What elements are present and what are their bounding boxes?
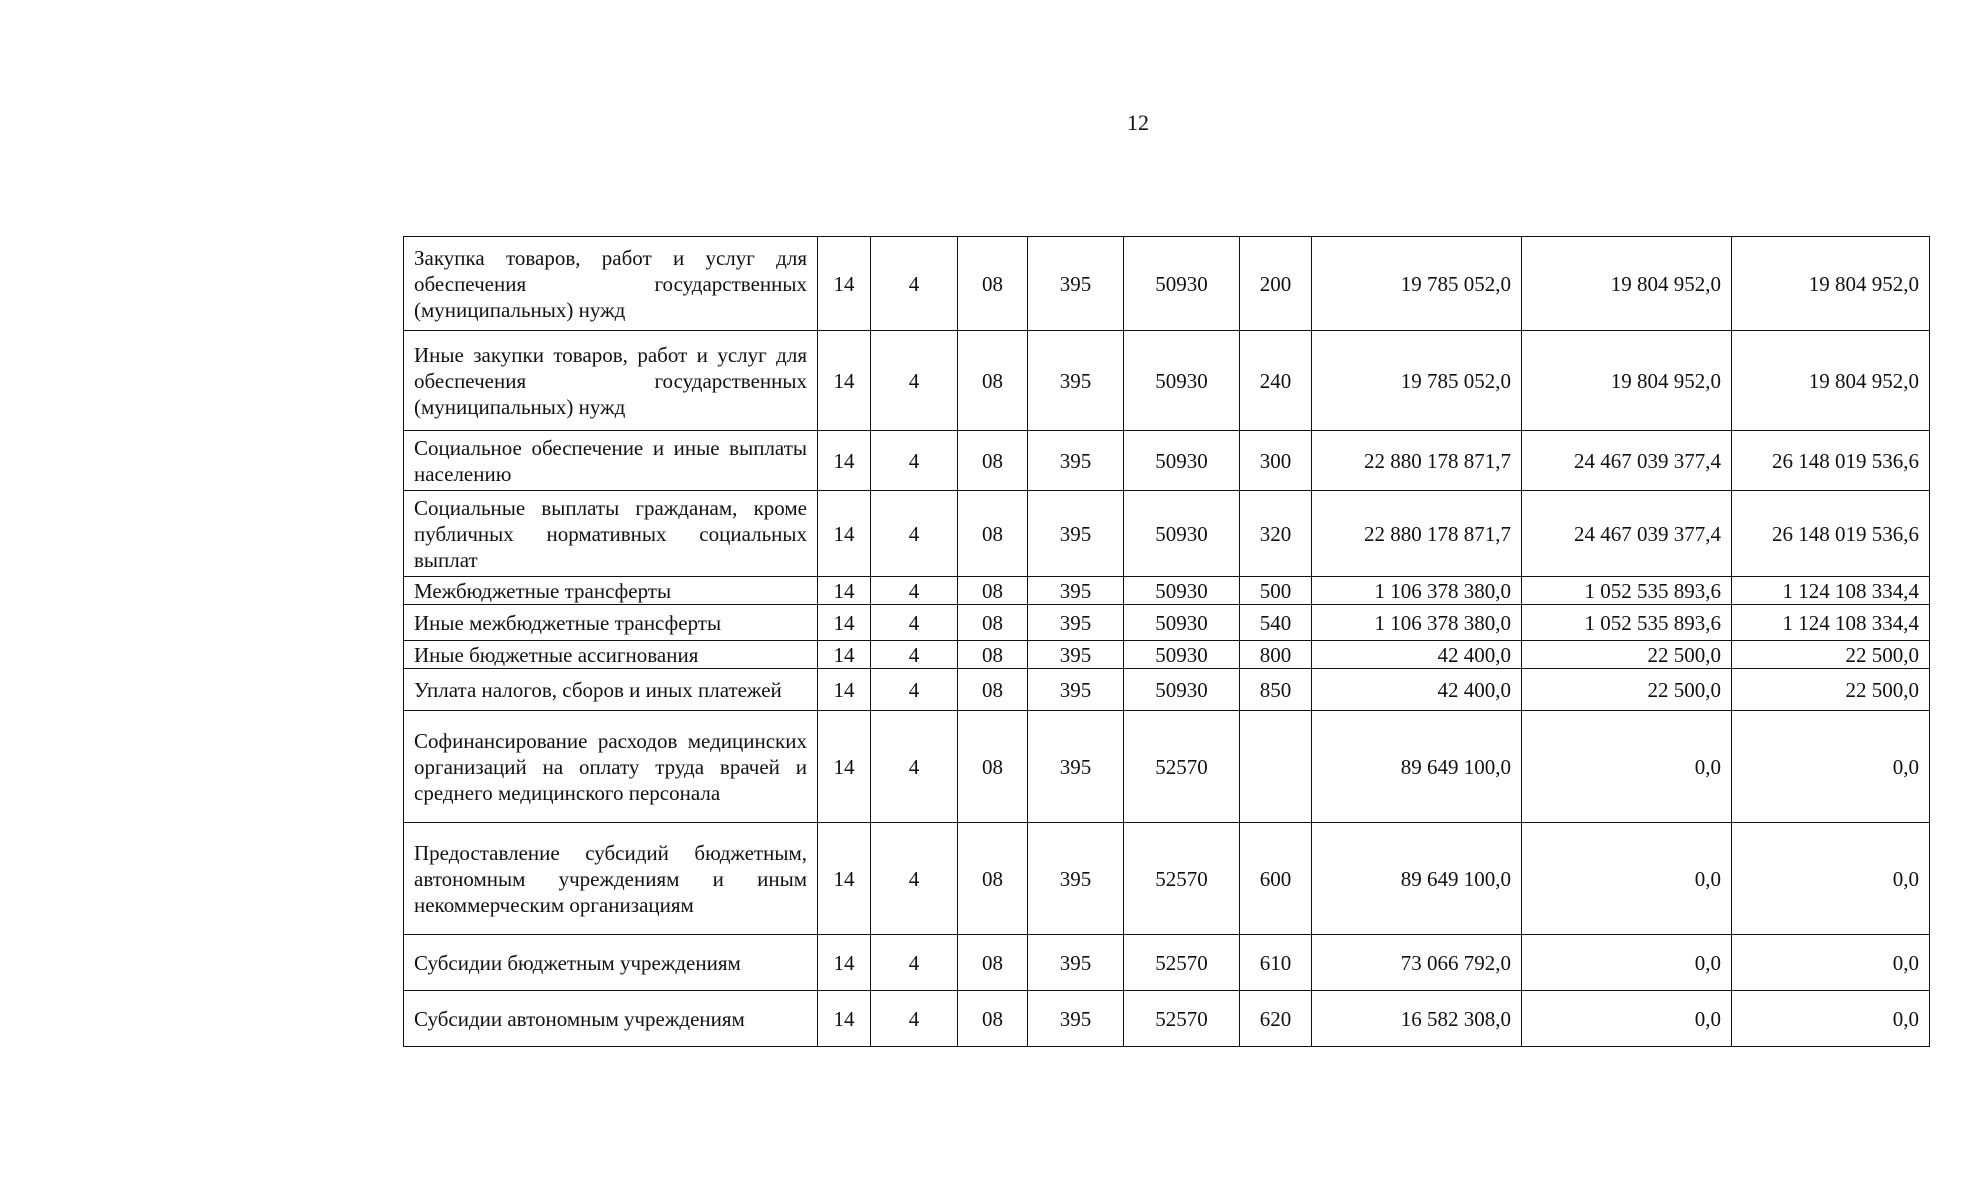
direction-code: 52570 <box>1124 991 1240 1047</box>
row-item-name: Субсидии автономным учреждениям <box>404 991 818 1047</box>
amount-year-3: 19 804 952,0 <box>1732 331 1930 431</box>
expense-type-code: 240 <box>1240 331 1312 431</box>
subprogram-code: 395 <box>1028 237 1124 331</box>
amount-year-3: 26 148 019 536,6 <box>1732 491 1930 577</box>
subsection-code: 4 <box>871 641 958 669</box>
section-code: 14 <box>818 605 871 641</box>
amount-year-3: 22 500,0 <box>1732 669 1930 711</box>
table-row <box>404 331 1930 431</box>
amount-year-2: 22 500,0 <box>1522 641 1732 669</box>
subprogram-code: 395 <box>1028 431 1124 491</box>
subsection-code: 4 <box>871 669 958 711</box>
subprogram-code: 395 <box>1028 991 1124 1047</box>
section-code: 14 <box>818 641 871 669</box>
section-code: 14 <box>818 935 871 991</box>
expense-type-code: 600 <box>1240 823 1312 935</box>
program-code: 08 <box>958 991 1028 1047</box>
table-row <box>404 641 1930 669</box>
table-row <box>404 935 1930 991</box>
amount-year-2: 19 804 952,0 <box>1522 237 1732 331</box>
subsection-code: 4 <box>871 605 958 641</box>
section-code: 14 <box>818 431 871 491</box>
subprogram-code: 395 <box>1028 641 1124 669</box>
program-code: 08 <box>958 605 1028 641</box>
section-code: 14 <box>818 577 871 605</box>
program-code: 08 <box>958 577 1028 605</box>
section-code: 14 <box>818 711 871 823</box>
row-item-name: Иные бюджетные ассигнования <box>404 641 818 669</box>
direction-code: 50930 <box>1124 641 1240 669</box>
amount-year-1: 42 400,0 <box>1312 641 1522 669</box>
subprogram-code: 395 <box>1028 669 1124 711</box>
subsection-code: 4 <box>871 577 958 605</box>
subsection-code: 4 <box>871 331 958 431</box>
amount-year-1: 16 582 308,0 <box>1312 991 1522 1047</box>
subprogram-code: 395 <box>1028 491 1124 577</box>
program-code: 08 <box>958 237 1028 331</box>
table-row <box>404 991 1930 1047</box>
subsection-code: 4 <box>871 823 958 935</box>
direction-code: 50930 <box>1124 237 1240 331</box>
expense-type-code: 200 <box>1240 237 1312 331</box>
expense-type-code: 620 <box>1240 991 1312 1047</box>
row-item-name: Иные межбюджетные трансферты <box>404 605 818 641</box>
amount-year-1: 22 880 178 871,7 <box>1312 431 1522 491</box>
amount-year-2: 0,0 <box>1522 823 1732 935</box>
amount-year-3: 22 500,0 <box>1732 641 1930 669</box>
subprogram-code: 395 <box>1028 935 1124 991</box>
subsection-code: 4 <box>871 491 958 577</box>
subsection-code: 4 <box>871 711 958 823</box>
amount-year-1: 89 649 100,0 <box>1312 711 1522 823</box>
expense-type-code: 500 <box>1240 577 1312 605</box>
program-code: 08 <box>958 331 1028 431</box>
section-code: 14 <box>818 669 871 711</box>
amount-year-3: 1 124 108 334,4 <box>1732 605 1930 641</box>
table-row <box>404 711 1930 823</box>
program-code: 08 <box>958 823 1028 935</box>
amount-year-1: 89 649 100,0 <box>1312 823 1522 935</box>
program-code: 08 <box>958 935 1028 991</box>
row-item-name: Предоставление субсидий бюджетным, автономным учреждениям и иным некоммерческим организациям <box>404 823 818 935</box>
expense-type-code: 850 <box>1240 669 1312 711</box>
amount-year-2: 0,0 <box>1522 711 1732 823</box>
program-code: 08 <box>958 711 1028 823</box>
direction-code: 50930 <box>1124 669 1240 711</box>
direction-code: 50930 <box>1124 431 1240 491</box>
direction-code: 52570 <box>1124 711 1240 823</box>
table-row <box>404 237 1930 331</box>
amount-year-1: 73 066 792,0 <box>1312 935 1522 991</box>
row-item-name: Межбюджетные трансферты <box>404 577 818 605</box>
table-row <box>404 669 1930 711</box>
section-code: 14 <box>818 237 871 331</box>
amount-year-1: 19 785 052,0 <box>1312 237 1522 331</box>
row-item-name: Иные закупки товаров, работ и услуг для обеспечения государственных (муниципальных) нужд <box>404 331 818 431</box>
direction-code: 50930 <box>1124 605 1240 641</box>
amount-year-1: 42 400,0 <box>1312 669 1522 711</box>
amount-year-2: 24 467 039 377,4 <box>1522 491 1732 577</box>
subprogram-code: 395 <box>1028 577 1124 605</box>
amount-year-1: 1 106 378 380,0 <box>1312 577 1522 605</box>
subprogram-code: 395 <box>1028 331 1124 431</box>
row-item-name: Социальное обеспечение и иные выплаты населению <box>404 431 818 491</box>
subsection-code: 4 <box>871 237 958 331</box>
amount-year-3: 1 124 108 334,4 <box>1732 577 1930 605</box>
subsection-code: 4 <box>871 431 958 491</box>
table-row <box>404 823 1930 935</box>
amount-year-2: 22 500,0 <box>1522 669 1732 711</box>
expense-type-code: 800 <box>1240 641 1312 669</box>
amount-year-3: 0,0 <box>1732 823 1930 935</box>
section-code: 14 <box>818 991 871 1047</box>
amount-year-1: 1 106 378 380,0 <box>1312 605 1522 641</box>
amount-year-2: 0,0 <box>1522 991 1732 1047</box>
expense-type-code: 320 <box>1240 491 1312 577</box>
table-row <box>404 605 1930 641</box>
amount-year-3: 0,0 <box>1732 935 1930 991</box>
amount-year-2: 1 052 535 893,6 <box>1522 605 1732 641</box>
subsection-code: 4 <box>871 991 958 1047</box>
subprogram-code: 395 <box>1028 711 1124 823</box>
amount-year-3: 19 804 952,0 <box>1732 237 1930 331</box>
expense-type-code: 540 <box>1240 605 1312 641</box>
amount-year-2: 0,0 <box>1522 935 1732 991</box>
section-code: 14 <box>818 491 871 577</box>
amount-year-3: 26 148 019 536,6 <box>1732 431 1930 491</box>
amount-year-2: 1 052 535 893,6 <box>1522 577 1732 605</box>
section-code: 14 <box>818 823 871 935</box>
direction-code: 50930 <box>1124 331 1240 431</box>
program-code: 08 <box>958 641 1028 669</box>
row-item-name: Субсидии бюджетным учреждениям <box>404 935 818 991</box>
amount-year-3: 0,0 <box>1732 711 1930 823</box>
table-row <box>404 431 1930 491</box>
amount-year-1: 22 880 178 871,7 <box>1312 491 1522 577</box>
amount-year-2: 24 467 039 377,4 <box>1522 431 1732 491</box>
subprogram-code: 395 <box>1028 823 1124 935</box>
expense-type-code <box>1240 711 1312 823</box>
row-item-name: Уплата налогов, сборов и иных платежей <box>404 669 818 711</box>
program-code: 08 <box>958 491 1028 577</box>
page-number: 12 <box>1127 110 1149 135</box>
program-code: 08 <box>958 669 1028 711</box>
row-item-name: Закупка товаров, работ и услуг для обеспечения государственных (муниципальных) нужд <box>404 237 818 331</box>
row-item-name: Социальные выплаты гражданам, кроме публичных нормативных социальных выплат <box>404 491 818 577</box>
direction-code: 52570 <box>1124 935 1240 991</box>
direction-code: 50930 <box>1124 577 1240 605</box>
budget-table <box>403 236 1930 1047</box>
direction-code: 50930 <box>1124 491 1240 577</box>
subsection-code: 4 <box>871 935 958 991</box>
table-row <box>404 491 1930 577</box>
amount-year-1: 19 785 052,0 <box>1312 331 1522 431</box>
subprogram-code: 395 <box>1028 605 1124 641</box>
program-code: 08 <box>958 431 1028 491</box>
expense-type-code: 300 <box>1240 431 1312 491</box>
amount-year-2: 19 804 952,0 <box>1522 331 1732 431</box>
row-item-name: Софинансирование расходов медицинских организаций на оплату труда врачей и среднего медицинского персонала <box>404 711 818 823</box>
table-row <box>404 577 1930 605</box>
section-code: 14 <box>818 331 871 431</box>
direction-code: 52570 <box>1124 823 1240 935</box>
amount-year-3: 0,0 <box>1732 991 1930 1047</box>
expense-type-code: 610 <box>1240 935 1312 991</box>
